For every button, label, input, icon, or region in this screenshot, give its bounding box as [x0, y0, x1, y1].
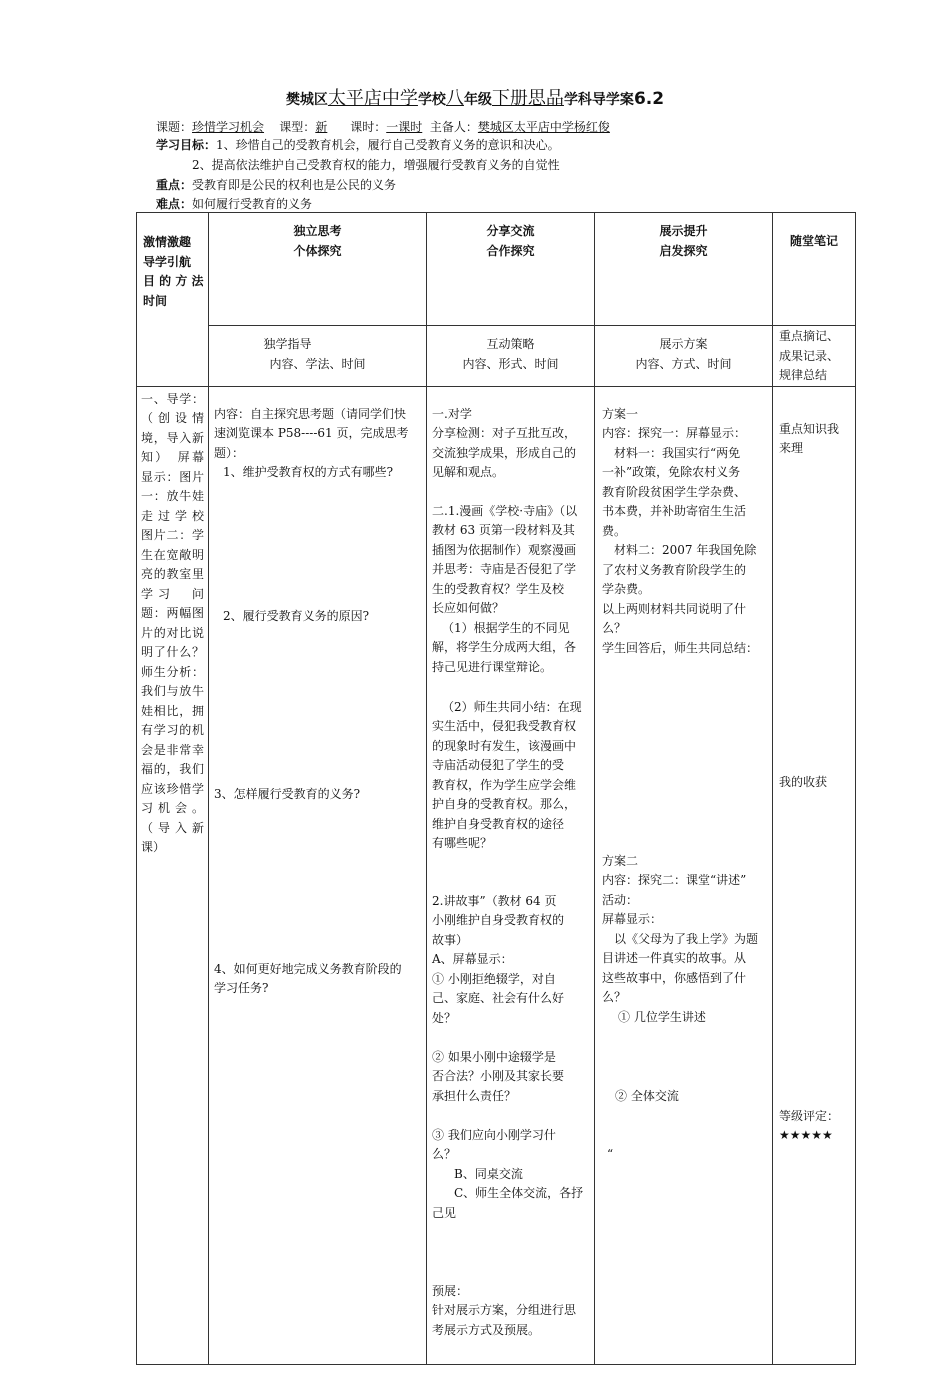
- col3-block-4: [432, 892, 590, 1029]
- col4-header-line: 启发探究: [659, 243, 708, 258]
- col3-block-3: [432, 698, 590, 854]
- text-line: （2）师生共同小结：在现: [442, 699, 582, 714]
- col3-subheader: [427, 326, 595, 387]
- grade: 八: [445, 88, 464, 109]
- topic: 珍惜学习机会: [192, 120, 265, 134]
- book: 下册思品: [491, 88, 564, 109]
- question-4-line: 学习任务?: [214, 981, 269, 995]
- grade-label: 等级评定：: [779, 1108, 840, 1123]
- text-line: C、师生全体交流，各抒: [454, 1186, 584, 1200]
- text-line: 么？: [602, 621, 627, 635]
- text-line: 教材 63 页第一段材料及其: [432, 523, 575, 537]
- difficulty-label: 难点：: [156, 197, 193, 211]
- col4-block-1: [602, 405, 768, 659]
- text-line: 教育权，作为学生应学会维: [432, 777, 577, 792]
- self-study-intro: [214, 405, 422, 464]
- col2-subheader: [209, 326, 427, 387]
- col3-header-line: 合作探究: [486, 243, 535, 258]
- text-line: 以上两则材料共同说明了什: [602, 601, 747, 616]
- preparer: 樊城区太平店中学杨红俊: [477, 120, 610, 134]
- goal-1: 1、珍惜自己的受教育机会，履行自己受教育义务的意识和决心。: [216, 138, 560, 152]
- goals-line: [156, 137, 876, 154]
- text-line: 书本费，并补助寄宿生生活: [602, 504, 747, 518]
- star-rating-icon: ★★★★★: [779, 1127, 833, 1142]
- col3-block-1: [432, 405, 590, 483]
- preparer-label: 主备人：: [429, 120, 478, 134]
- col3-block-6: [432, 1126, 590, 1224]
- text-line: 考展示方式及预展。: [432, 1322, 541, 1337]
- topic-label: 课题：: [156, 120, 193, 134]
- question-1: 1、维护受教育权的方式有哪些?: [223, 464, 394, 479]
- col4-header-line: 展示提升: [659, 224, 708, 238]
- col1-header-line: 目 的 方 法: [143, 274, 204, 288]
- col2-sub-line: 内容、学法、时间: [269, 356, 366, 371]
- school-name: 太平店中学: [327, 88, 418, 109]
- text-line: 否合法？小刚及其家长要: [432, 1069, 565, 1083]
- text-line: 针对展示方案，分组进行思: [432, 1303, 577, 1317]
- difficulty: 如何履行受教育的义务: [192, 197, 313, 211]
- notes-key-knowledge: [779, 420, 851, 459]
- text-line: 么？: [432, 1147, 457, 1161]
- col3-block-7: [432, 1282, 590, 1341]
- col3-body-cell: [427, 386, 595, 1364]
- col3-sub-line: 互动策略: [486, 337, 535, 351]
- question-3: 3、怎样履行受教育的义务?: [214, 786, 361, 801]
- col4-subheader: [595, 326, 773, 387]
- text-line: （1）根据学生的不同见: [442, 620, 570, 635]
- col5-header: [773, 213, 856, 326]
- text-line: 承担什么责任？: [432, 1088, 517, 1103]
- question-4: [214, 960, 422, 999]
- text-line: 来理: [779, 441, 804, 455]
- lesson-hours: 一课时: [386, 120, 423, 134]
- text-line: 持己见进行课堂辩论。: [432, 659, 553, 674]
- text-line: 维护自身受教育权的途径: [432, 816, 565, 831]
- notes-gains: 我的收获: [779, 774, 828, 789]
- text-line: ① 几位学生讲述: [618, 1009, 706, 1024]
- text-line: 内容：探究一：屏幕显示：: [602, 426, 747, 440]
- text-line: 有哪些呢？: [432, 836, 493, 850]
- intro-line: 内容：自主探究思考题（请同学们快: [214, 406, 407, 421]
- lesson-plan-table: [136, 212, 856, 1365]
- text-line: 二.1.漫画《学校·寺庙》（以: [432, 503, 578, 518]
- district: 樊城区: [285, 92, 328, 108]
- text-line: 重点知识我: [779, 421, 840, 436]
- col4-sub-line: 内容、方式、时间: [635, 356, 732, 371]
- col4-block-2: [602, 852, 768, 1028]
- text-line: 护自身的受教育权。那么，: [432, 797, 577, 811]
- col2-body-cell: [209, 386, 427, 1364]
- lesson-type: 新: [315, 120, 328, 134]
- col2-header: [209, 213, 427, 326]
- question-2: 2、履行受教育义务的原因?: [223, 608, 370, 623]
- text-line: B、同桌交流: [454, 1166, 523, 1181]
- goal-2: 2、提高依法维护自己受教育权的能力，增强履行受教育义务的自觉性: [192, 158, 560, 172]
- school-label: 学校: [417, 92, 446, 108]
- question-4-line: 4、如何更好地完成义务教育阶段的: [214, 961, 402, 976]
- guidance-text: 一、导学：（创设情境，导入新知） 屏幕显示：图片一：放牛娃走过学校 图片二：学生在宽敞明亮的教室里学习 问题：两幅图片的对比说明了什么？ 师生分析：我们与放牛娃相比，拥有学习的机会是非常幸福的，我们应该珍惜学习机会。（导入新课）: [141, 391, 217, 854]
- text-line: 么？: [602, 990, 627, 1004]
- col1-header-line: 时间: [143, 293, 168, 308]
- col4-sub-line: 展示方案: [659, 337, 708, 351]
- text-line: 见解和观点。: [432, 465, 505, 479]
- goal-2-line: [192, 157, 912, 174]
- text-line: 的现象时有发生，该漫画中: [432, 738, 577, 753]
- text-line: ③ 我们应向小刚学习什: [432, 1127, 556, 1142]
- text-line: 目讲述一件真实的故事。从: [602, 951, 747, 965]
- col5-subheader: [773, 326, 856, 387]
- text-line: 一.对学: [432, 406, 472, 421]
- text-line: ② 如果小刚中途辍学是: [432, 1049, 556, 1064]
- col4-body-cell: [595, 386, 773, 1364]
- key-point-line: [156, 177, 876, 194]
- text-line: 实生活中，侵犯我受教育权: [432, 719, 577, 733]
- col1-header-line: 激情激趣: [143, 235, 192, 249]
- col3-header: [427, 213, 595, 326]
- col1-header: [137, 213, 209, 387]
- text-line: 小刚维护自身受教育权的: [432, 913, 565, 927]
- text-line: 屏幕显示：: [602, 912, 663, 926]
- subject-label: 学科导学案: [563, 92, 634, 108]
- text-line: 方案一: [602, 406, 639, 421]
- key-point: 受教育即是公民的权利也是公民的义务: [192, 178, 397, 192]
- text-line: 这些故事中，你感悟到了什: [602, 970, 747, 985]
- text-line: 学生回答后，师生共同总结：: [602, 640, 759, 655]
- text-line: 解，将学生分成两大组，各: [432, 640, 577, 654]
- text-line: 并思考：寺庙是否侵犯了学: [432, 562, 577, 576]
- course-info-line: [156, 119, 876, 136]
- text-line: A、屏幕显示：: [432, 952, 513, 966]
- lesson-number: 6.2: [633, 89, 665, 109]
- text-line: 生的受教育权？学生及校: [432, 581, 565, 596]
- col5-sub-line: 成果记录、: [779, 348, 840, 363]
- col3-header-line: 分享交流: [486, 224, 535, 238]
- difficulty-line: [156, 196, 876, 213]
- text-line: 插图为依据制作）观察漫画: [432, 542, 577, 557]
- text-line: 处？: [432, 1010, 457, 1025]
- text-line: 学杂费。: [602, 582, 651, 596]
- text-line: 教育阶段贫困学生学杂费、: [602, 484, 747, 499]
- text-line: 了农村义务教育阶段学生的: [602, 562, 747, 577]
- col1-body-cell: [137, 386, 217, 1364]
- text-line: 长应如何做？: [432, 601, 505, 615]
- col3-block-5: [432, 1048, 590, 1107]
- col5-header-text: 随堂笔记: [789, 234, 838, 248]
- col4-block-4: “: [607, 1146, 614, 1161]
- text-line: 费。: [602, 523, 627, 538]
- text-line: 材料二：2007 年我国免除: [614, 543, 757, 557]
- text-line: 内容：探究二：课堂“讲述”: [602, 873, 747, 887]
- text-line: 活动：: [602, 892, 639, 907]
- col2-header-line: 个体探究: [293, 243, 342, 258]
- col4-header: [595, 213, 773, 326]
- col4-block-3: ② 全体交流: [615, 1088, 679, 1103]
- col2-sub-line: 独学指导: [263, 337, 312, 351]
- text-line: 2.讲故事”（教材 64 页: [432, 893, 557, 908]
- text-line: 交流独学成果，形成自己的: [432, 445, 577, 460]
- text-line: 故事）: [432, 932, 469, 947]
- key-label: 重点：: [156, 178, 193, 192]
- goals-label: 学习目标：: [156, 138, 217, 152]
- intro-line: 题）：: [214, 445, 245, 460]
- text-line: 预展：: [432, 1283, 469, 1298]
- col2-header-line: 独立思考: [293, 224, 342, 238]
- col5-sub-line: 规律总结: [779, 368, 828, 382]
- text-line: 以《父母为了我上学》为题: [614, 931, 759, 946]
- col5-sub-line: 重点摘记、: [779, 329, 840, 343]
- col1-header-line: 导学引航: [143, 254, 192, 269]
- text-line: 一补”政策，免除农村义务: [602, 465, 741, 479]
- text-line: 方案二: [602, 853, 639, 868]
- type-label: 课型：: [279, 120, 316, 134]
- text-line: 己见: [432, 1205, 457, 1220]
- text-line: 己、家庭、社会有什么好: [432, 991, 565, 1005]
- hours-label: 课时：: [350, 120, 387, 134]
- col3-block-2: [432, 502, 590, 678]
- text-line: 寺庙活动侵犯了学生的受: [432, 758, 565, 772]
- document-title: [0, 88, 950, 111]
- text-line: ① 小刚拒绝辍学，对自: [432, 971, 556, 986]
- col5-body-cell: [773, 386, 856, 1364]
- col3-sub-line: 内容、形式、时间: [462, 356, 559, 371]
- intro-line: 速浏览课本 P58----61 页，完成思考: [214, 426, 409, 440]
- text-line: 分享检测：对子互批互改，: [432, 426, 577, 440]
- text-line: 材料一：我国实行“两免: [614, 445, 741, 460]
- grade-label: 年级: [463, 92, 492, 108]
